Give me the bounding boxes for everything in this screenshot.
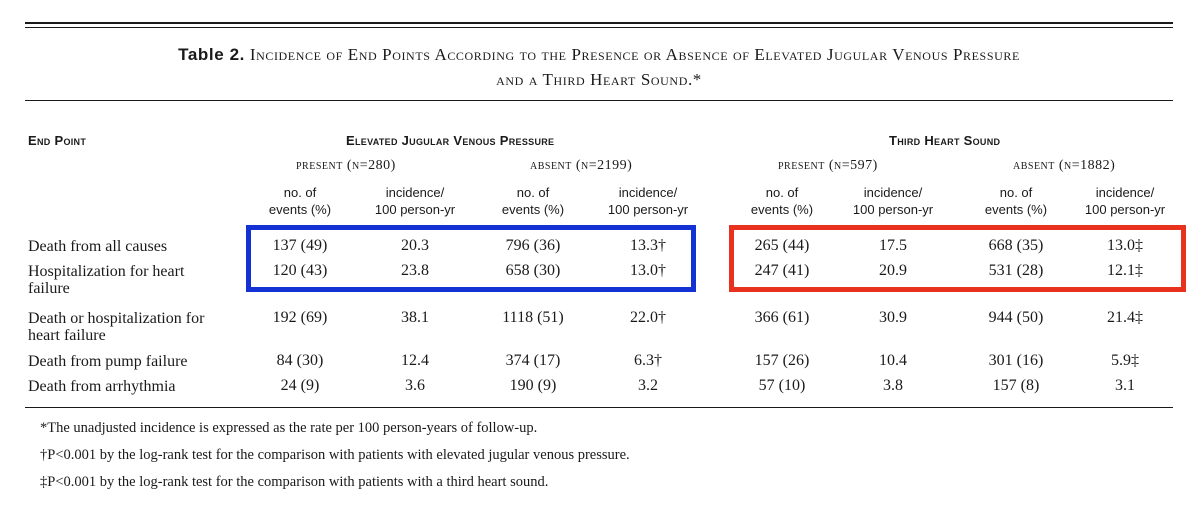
end-point-header: End Point (28, 133, 87, 148)
cell: 3.2 (638, 377, 658, 394)
footnote-double-dagger: ‡P<0.001 by the log-rank test for the comparison with patients with a third heart sound. (40, 474, 549, 490)
cell: 84 (30) (276, 352, 324, 369)
col-header-ths-present-events (732, 184, 832, 218)
col-header-line: 100 person-yr (374, 202, 456, 217)
footnote-asterisk: *The unadjusted incidence is expressed as the rate per 100 person-years of follow-up. (40, 420, 538, 436)
top-rule-thin (25, 27, 1173, 28)
cell: 120 (43) (272, 262, 328, 279)
cell: 137 (49) (272, 237, 328, 254)
col-header-ths-absent-incidence (1060, 184, 1190, 218)
cell: 157 (26) (754, 352, 810, 369)
cell: 301 (16) (988, 352, 1044, 369)
caption-rule (25, 100, 1173, 101)
cell: 13.0† (630, 262, 666, 279)
cell: 944 (50) (988, 309, 1044, 326)
col-header-ths-present-incidence (828, 184, 958, 218)
cell: 21.4‡ (1107, 309, 1143, 326)
col-header-jvp-absent-events (483, 184, 583, 218)
cell: 23.8 (401, 262, 429, 279)
cell: 192 (69) (272, 309, 328, 326)
cell: 12.1‡ (1107, 262, 1143, 279)
caption-line2: and a Third Heart Sound.* (496, 70, 702, 89)
col-header-line: incidence/ (618, 185, 678, 200)
cell: 6.3† (634, 352, 662, 369)
col-header-line: events (%) (268, 202, 332, 217)
col-header-jvp-present-events (250, 184, 350, 218)
col-header-line: 100 person-yr (607, 202, 689, 217)
cell: 265 (44) (754, 237, 810, 254)
col-header-jvp-absent-incidence (583, 184, 713, 218)
col-header-line: incidence/ (385, 185, 445, 200)
highlight-box-blue (246, 225, 696, 292)
cell: 658 (30) (505, 262, 561, 279)
top-rule-thick (25, 22, 1173, 24)
subgroup-jvp-absent: absent (n=2199) (530, 158, 633, 173)
row-label-hospitalization: Hospitalization for heart failure (28, 263, 185, 297)
cell: 157 (8) (992, 377, 1040, 394)
table-caption (25, 42, 1173, 92)
col-header-line: no. of (999, 185, 1033, 200)
row-label-death-all-causes: Death from all causes (28, 238, 168, 255)
col-header-line: incidence/ (1095, 185, 1155, 200)
cell: 531 (28) (988, 262, 1044, 279)
col-header-line: no. of (765, 185, 799, 200)
group-header-third-heart-sound: Third Heart Sound (889, 133, 1001, 148)
subgroup-jvp-present: present (n=280) (296, 158, 396, 173)
highlight-box-red (729, 225, 1186, 292)
cell: 13.3† (630, 237, 666, 254)
cell: 38.1 (401, 309, 429, 326)
footnote-dagger: †P<0.001 by the log-rank test for the comparison with patients with elevated jugular venous pressure. (40, 447, 630, 463)
cell: 20.9 (879, 262, 907, 279)
col-header-line: events (%) (501, 202, 565, 217)
cell: 1118 (51) (502, 309, 564, 326)
cell: 668 (35) (988, 237, 1044, 254)
cell: 366 (61) (754, 309, 810, 326)
caption-label: Table 2. (178, 45, 245, 64)
row-label-arrhythmia: Death from arrhythmia (28, 378, 176, 395)
cell: 17.5 (879, 237, 907, 254)
cell: 30.9 (879, 309, 907, 326)
col-header-line: 100 person-yr (1084, 202, 1166, 217)
col-header-ths-absent-events (966, 184, 1066, 218)
col-header-line: events (%) (984, 202, 1048, 217)
subgroup-ths-absent: absent (n=1882) (1013, 158, 1116, 173)
cell: 374 (17) (505, 352, 561, 369)
cell: 57 (10) (758, 377, 806, 394)
cell: 247 (41) (754, 262, 810, 279)
row-label-death-or-hospitalization: Death or hospitalization for heart failure (28, 310, 205, 344)
caption-line1: Incidence of End Points According to the Presence or Absence of Elevated Jugular Venous Pressure (249, 45, 1020, 64)
cell: 796 (36) (505, 237, 561, 254)
bottom-rule (25, 407, 1173, 408)
cell: 3.1 (1115, 377, 1135, 394)
cell: 12.4 (401, 352, 429, 369)
row-label-pump-failure: Death from pump failure (28, 353, 188, 370)
col-header-line: events (%) (750, 202, 814, 217)
col-header-line: no. of (516, 185, 550, 200)
cell: 190 (9) (509, 377, 557, 394)
cell: 24 (9) (280, 377, 320, 394)
cell: 3.8 (883, 377, 903, 394)
cell: 10.4 (879, 352, 907, 369)
group-header-jvp: Elevated Jugular Venous Pressure (346, 133, 555, 148)
col-header-line: no. of (283, 185, 317, 200)
cell: 13.0‡ (1107, 237, 1143, 254)
subgroup-ths-present: present (n=597) (778, 158, 878, 173)
cell: 5.9‡ (1111, 352, 1139, 369)
col-header-jvp-present-incidence (350, 184, 480, 218)
cell: 22.0† (630, 309, 666, 326)
col-header-line: incidence/ (863, 185, 923, 200)
cell: 20.3 (401, 237, 429, 254)
cell: 3.6 (405, 377, 425, 394)
col-header-line: 100 person-yr (852, 202, 934, 217)
